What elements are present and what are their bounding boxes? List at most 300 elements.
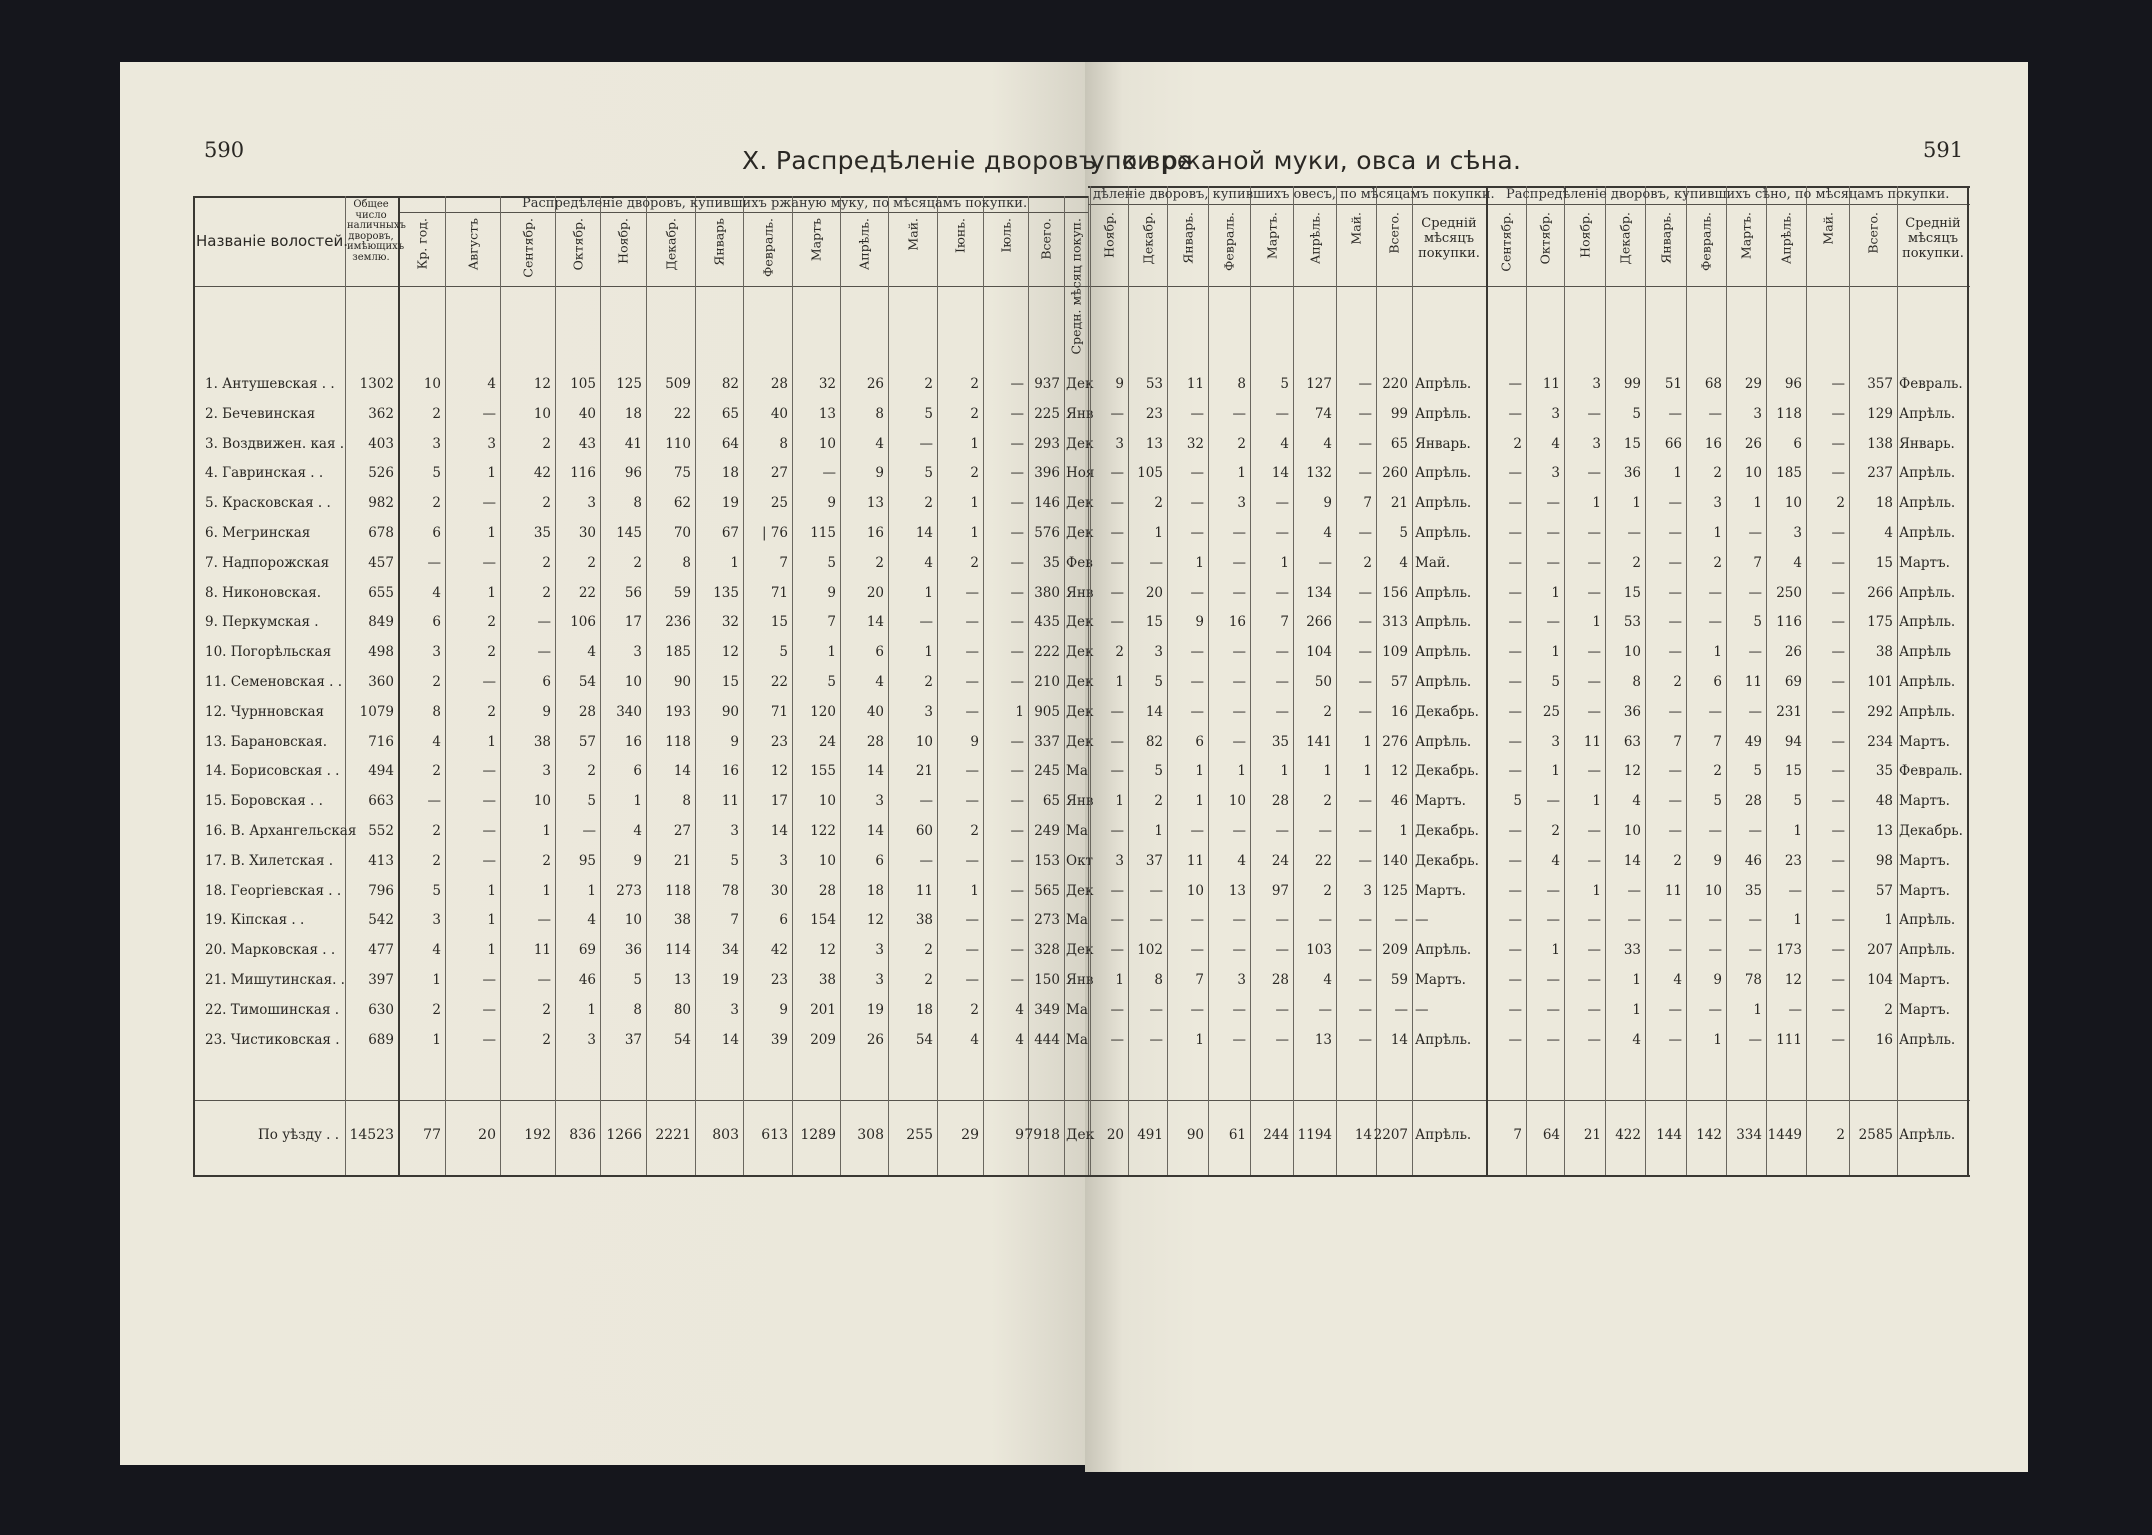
hay-value-cell: — xyxy=(1587,972,1601,988)
hay-value-cell: 1 xyxy=(1884,912,1893,929)
value-cell: 28 xyxy=(770,376,788,392)
value-cell: 150 xyxy=(1034,972,1060,988)
hay-value-cell: 16 xyxy=(1704,435,1722,452)
hay-value-cell: — xyxy=(1831,972,1845,988)
oats-value-cell: — xyxy=(1110,525,1124,541)
value-cell: 4 xyxy=(432,733,441,750)
hay-value-cell: 4 xyxy=(1632,793,1641,810)
oats-value-cell: 1 xyxy=(1237,465,1246,482)
value-cell: — xyxy=(1010,495,1024,512)
hay-value-cell: — xyxy=(1831,674,1845,690)
hay-value-cell: — xyxy=(1587,465,1601,482)
hay-value-cell: — xyxy=(1508,405,1522,422)
value-cell: 64 xyxy=(721,435,739,452)
value-cell: 444 xyxy=(1034,1031,1060,1048)
hay-value-cell: — xyxy=(1788,882,1802,899)
oats-value-cell: 313 xyxy=(1382,614,1408,631)
hay-value-cell: 94 xyxy=(1784,733,1802,750)
oats-month-label: Всего. xyxy=(1386,212,1402,254)
hay-value-cell: — xyxy=(1748,823,1762,839)
hay-month-label: Сентябр. xyxy=(1498,212,1514,272)
value-cell: 18 xyxy=(721,465,739,482)
oats-value-cell: — xyxy=(1232,733,1246,750)
oats-value-cell: 244 xyxy=(1263,1127,1289,1143)
oats-value-cell: — xyxy=(1232,554,1246,571)
oats-value-cell: 14 xyxy=(1145,703,1163,720)
hay-value-cell: 1 xyxy=(1632,495,1641,512)
hay-value-cell: — xyxy=(1831,584,1845,601)
value-cell: — xyxy=(537,644,551,661)
month-header xyxy=(663,218,678,284)
oats-value-cell: 4 xyxy=(1323,525,1332,541)
oats-value-cell: — xyxy=(1110,823,1124,839)
value-cell: — xyxy=(919,435,933,452)
oats-avg-cell: Мартъ. xyxy=(1415,972,1466,988)
hay-value-cell: 5 xyxy=(1793,793,1802,810)
value-cell: 4 xyxy=(970,1031,979,1048)
column-rule xyxy=(792,196,793,1175)
hay-value-cell: 1 xyxy=(1713,1031,1722,1048)
value-cell: 1 xyxy=(432,972,441,988)
oats-value-cell: 2 xyxy=(1323,793,1332,810)
hay-value-cell: — xyxy=(1508,1031,1522,1048)
value-cell: 413 xyxy=(368,852,394,869)
column-rule xyxy=(695,196,696,1175)
hay-value-cell: 3 xyxy=(1753,405,1762,422)
value-cell: 1 xyxy=(827,644,836,661)
oats-value-cell: 35 xyxy=(1271,733,1289,750)
hay-value-cell: 1 xyxy=(1592,495,1601,512)
value-cell: 1 xyxy=(587,882,596,899)
value-cell: — xyxy=(427,793,441,810)
hay-value-cell: — xyxy=(1627,525,1641,541)
value-cell: 4 xyxy=(1015,1001,1024,1018)
value-cell: 2 xyxy=(432,763,441,780)
hay-value-cell: 8 xyxy=(1632,674,1641,690)
hay-value-cell: — xyxy=(1508,644,1522,661)
hay-value-cell: 18 xyxy=(1875,495,1893,512)
hay-value-cell: 175 xyxy=(1867,614,1893,631)
hay-value-cell: 12 xyxy=(1784,972,1802,988)
value-cell: 34 xyxy=(721,942,739,959)
oats-avg-cell: Мартъ. xyxy=(1415,882,1466,899)
value-cell: 716 xyxy=(368,733,394,750)
hay-value-cell: 173 xyxy=(1776,942,1802,959)
hay-value-cell: — xyxy=(1508,852,1522,869)
hay-value-cell: 35 xyxy=(1875,763,1893,780)
column-rule xyxy=(1967,186,1969,1175)
value-cell: 2 xyxy=(970,1001,979,1018)
value-cell: 1 xyxy=(487,942,496,959)
column-rule xyxy=(500,196,501,1175)
month-header-label: Кр. год. xyxy=(414,218,429,270)
hay-value-cell: 2 xyxy=(1713,554,1722,571)
value-cell: 115 xyxy=(810,525,836,541)
value-cell: 937 xyxy=(1034,376,1060,392)
column-rule xyxy=(1167,186,1168,1175)
oats-value-cell: 10 xyxy=(1186,882,1204,899)
households-column-header: Общее число наличныхъ дворовъ, имѣющихъ землю. xyxy=(347,199,406,263)
value-cell: 10 xyxy=(624,912,642,929)
oats-value-cell: 2 xyxy=(1154,793,1163,810)
hay-avg-cell: Мартъ. xyxy=(1899,733,1950,750)
oats-value-cell: — xyxy=(1275,525,1289,541)
hay-value-cell: — xyxy=(1546,882,1560,899)
value-cell: 2 xyxy=(970,554,979,571)
oats-avg-cell: — xyxy=(1415,1001,1429,1018)
value-cell: 38 xyxy=(533,733,551,750)
hay-value-cell: — xyxy=(1708,703,1722,720)
column-rule xyxy=(398,196,400,1175)
value-cell: 2 xyxy=(587,763,596,780)
hay-value-cell: 142 xyxy=(1696,1127,1722,1143)
hay-avg-cell: Мартъ. xyxy=(1899,852,1950,869)
volost-name: 7. Надпорожская xyxy=(205,554,330,571)
oats-avg-cell: Апрѣль. xyxy=(1415,584,1472,601)
value-cell: 2 xyxy=(542,1001,551,1018)
oats-value-cell: — xyxy=(1190,465,1204,482)
hay-value-cell: 292 xyxy=(1867,703,1893,720)
value-cell: 2 xyxy=(924,674,933,690)
hay-value-cell: 2585 xyxy=(1858,1127,1893,1143)
value-cell: 2 xyxy=(542,495,551,512)
value-cell: 96 xyxy=(624,465,642,482)
oats-value-cell: 2 xyxy=(1115,644,1124,661)
hay-month-header xyxy=(1658,212,1673,284)
value-cell: 105 xyxy=(570,376,596,392)
oats-month-header xyxy=(1264,212,1279,284)
value-cell: 14 xyxy=(721,1031,739,1048)
hay-value-cell: — xyxy=(1831,525,1845,541)
oats-value-cell: 220 xyxy=(1382,376,1408,392)
value-cell: 2 xyxy=(924,942,933,959)
page-number-right: 591 xyxy=(1923,138,1964,162)
value-cell: — xyxy=(965,703,979,720)
oats-value-cell: — xyxy=(1358,1001,1372,1018)
hay-value-cell: — xyxy=(1508,554,1522,571)
oats-avg-cell: Декабрь. xyxy=(1415,763,1479,780)
hay-value-cell: — xyxy=(1587,823,1601,839)
total-row-label: По уѣзду . . xyxy=(258,1127,340,1143)
oats-value-cell: 53 xyxy=(1145,376,1163,392)
oats-value-cell: — xyxy=(1275,942,1289,959)
month-header xyxy=(760,218,775,284)
value-cell: 8 xyxy=(779,435,788,452)
hay-value-cell: 10 xyxy=(1623,823,1641,839)
value-cell: 11 xyxy=(533,942,551,959)
value-cell: 796 xyxy=(368,882,394,899)
column-rule xyxy=(983,196,984,1175)
value-cell: 396 xyxy=(1034,465,1060,482)
hay-value-cell: 422 xyxy=(1615,1127,1641,1143)
value-cell: — xyxy=(1010,584,1024,601)
oats-value-cell: 1 xyxy=(1280,763,1289,780)
value-cell: 1 xyxy=(970,495,979,512)
hay-value-cell: — xyxy=(1831,852,1845,869)
hay-value-cell: 46 xyxy=(1744,852,1762,869)
avg-month-cell: Дек xyxy=(1066,525,1094,541)
oats-value-cell: 99 xyxy=(1390,405,1408,422)
value-cell: 2 xyxy=(432,674,441,690)
oats-value-cell: — xyxy=(1190,405,1204,422)
oats-value-cell: — xyxy=(1110,763,1124,780)
month-header-label: Іюнь. xyxy=(952,218,968,253)
value-cell: 2 xyxy=(432,405,441,422)
oats-month-label: Январь. xyxy=(1180,212,1195,264)
value-cell: 6 xyxy=(633,763,642,780)
hay-month-header xyxy=(1699,212,1714,284)
value-cell: 193 xyxy=(665,703,691,720)
oats-month-label: Мартъ. xyxy=(1264,212,1279,260)
hay-value-cell: — xyxy=(1708,823,1722,839)
value-cell: 114 xyxy=(665,942,691,959)
hay-value-cell: 64 xyxy=(1542,1127,1560,1143)
oats-value-cell: 37 xyxy=(1145,852,1163,869)
avg-month-cell: Ма xyxy=(1066,1031,1088,1048)
volost-name: 20. Марковская . . xyxy=(205,942,336,959)
hay-value-cell: — xyxy=(1831,1031,1845,1048)
value-cell: 1 xyxy=(924,644,933,661)
column-rule xyxy=(1686,186,1687,1175)
value-cell: — xyxy=(919,614,933,631)
value-cell: 4 xyxy=(924,554,933,571)
value-cell: 328 xyxy=(1034,942,1060,959)
value-cell: 54 xyxy=(578,674,596,690)
avg-month-cell: Ма xyxy=(1066,1001,1088,1018)
value-cell: 905 xyxy=(1034,703,1060,720)
hay-value-cell: 10 xyxy=(1784,495,1802,512)
value-cell: 154 xyxy=(810,912,836,929)
value-cell: 7 xyxy=(779,554,788,571)
total-rule xyxy=(1088,1100,1970,1101)
column-rule xyxy=(1336,186,1337,1175)
value-cell: 120 xyxy=(810,703,836,720)
hay-value-cell: — xyxy=(1668,912,1682,929)
oats-avg-cell: Апрѣль. xyxy=(1415,614,1472,631)
value-cell: 13 xyxy=(818,405,836,422)
value-cell: 78 xyxy=(721,882,739,899)
hay-value-cell: 98 xyxy=(1875,852,1893,869)
oats-month-label: Ноябр. xyxy=(1101,212,1117,258)
value-cell: 4 xyxy=(875,674,884,690)
oats-value-cell: 24 xyxy=(1271,852,1289,869)
hay-value-cell: — xyxy=(1831,465,1845,482)
column-rule xyxy=(1645,186,1646,1175)
value-cell: 3 xyxy=(875,942,884,959)
oats-value-cell: 15 xyxy=(1145,614,1163,631)
value-cell: 35 xyxy=(1042,554,1060,571)
value-cell: 54 xyxy=(915,1031,933,1048)
column-rule xyxy=(1486,186,1488,1175)
value-cell: — xyxy=(965,584,979,601)
hay-value-cell: 4 xyxy=(1884,525,1893,541)
hay-month-header xyxy=(1618,212,1633,284)
hay-value-cell: — xyxy=(1508,1001,1522,1018)
value-cell: 5 xyxy=(587,793,596,810)
hay-value-cell: 4 xyxy=(1793,554,1802,571)
hay-value-cell: 15 xyxy=(1623,584,1641,601)
value-cell: 2221 xyxy=(655,1127,691,1143)
hay-value-cell: 5 xyxy=(1632,405,1641,422)
hay-value-cell: 3 xyxy=(1713,495,1722,512)
hay-value-cell: 1449 xyxy=(1767,1127,1802,1143)
hay-month-header xyxy=(1779,212,1794,284)
value-cell: 9 xyxy=(730,733,739,750)
oats-value-cell: — xyxy=(1275,674,1289,690)
value-cell: — xyxy=(822,465,836,482)
hay-avg-cell: Апрѣль. xyxy=(1899,674,1956,690)
oats-month-header xyxy=(1222,212,1237,284)
hay-month-label: Май. xyxy=(1820,212,1835,245)
value-cell: 6 xyxy=(875,852,884,869)
value-cell: 7918 xyxy=(1024,1127,1060,1143)
hay-value-cell: 15 xyxy=(1784,763,1802,780)
value-cell: 14 xyxy=(915,525,933,541)
hay-value-cell: 15 xyxy=(1623,435,1641,452)
value-cell: 11 xyxy=(721,793,739,810)
oats-value-cell: 132 xyxy=(1306,465,1332,482)
oats-value-cell: — xyxy=(1358,465,1372,482)
hay-value-cell: 66 xyxy=(1664,435,1682,452)
value-cell: — xyxy=(482,852,496,869)
oats-value-cell: — xyxy=(1110,584,1124,601)
value-cell: 1 xyxy=(970,525,979,541)
value-cell: 2 xyxy=(970,465,979,482)
volost-name: 10. Погорѣльская xyxy=(205,644,332,661)
oats-value-cell: 102 xyxy=(1137,942,1163,959)
oats-value-cell: 1 xyxy=(1115,972,1124,988)
oats-group-rule xyxy=(1088,204,1486,205)
value-cell: 38 xyxy=(673,912,691,929)
volost-name: 4. Гавринская . . xyxy=(205,465,324,482)
value-cell: 25 xyxy=(770,495,788,512)
oats-value-cell: — xyxy=(1394,912,1408,929)
value-cell: 54 xyxy=(673,1031,691,1048)
hay-value-cell: — xyxy=(1508,942,1522,959)
hay-avg-cell: Апрѣль. xyxy=(1899,942,1956,959)
hay-group-header: Распредѣленіе дворовъ, купившихъ сѣно, по мѣсяцамъ покупки. xyxy=(1506,187,1950,202)
hay-month-header xyxy=(1820,212,1835,284)
value-cell: 6 xyxy=(875,644,884,661)
value-cell: 12 xyxy=(533,376,551,392)
value-cell: 678 xyxy=(368,525,394,541)
value-cell: 13 xyxy=(673,972,691,988)
hay-value-cell: — xyxy=(1831,942,1845,959)
value-cell: 22 xyxy=(770,674,788,690)
oats-month-header xyxy=(1180,212,1195,284)
value-cell: 62 xyxy=(673,495,691,512)
value-cell: 2 xyxy=(633,554,642,571)
oats-value-cell: 4 xyxy=(1323,972,1332,988)
avg-month-cell: Дек xyxy=(1066,495,1094,512)
column-rule xyxy=(1849,186,1850,1175)
oats-value-cell: — xyxy=(1190,912,1204,929)
column-rule xyxy=(646,196,647,1175)
oats-value-cell: — xyxy=(1190,674,1204,690)
oats-value-cell: 209 xyxy=(1382,942,1408,959)
value-cell: 13 xyxy=(866,495,884,512)
hay-value-cell: 12 xyxy=(1623,763,1641,780)
value-cell: 145 xyxy=(616,525,642,541)
oats-avg-cell: Апрѣль. xyxy=(1415,1127,1472,1143)
oats-value-cell: 156 xyxy=(1382,584,1408,601)
hay-month-label: Всего. xyxy=(1865,212,1881,254)
value-cell: 12 xyxy=(818,942,836,959)
volost-name: 11. Семеновская . . xyxy=(205,674,343,690)
hay-value-cell: — xyxy=(1587,525,1601,541)
value-cell: — xyxy=(919,852,933,869)
value-cell: 3 xyxy=(587,495,596,512)
hay-value-cell: — xyxy=(1831,733,1845,750)
hay-value-cell: — xyxy=(1708,584,1722,601)
value-cell: 60 xyxy=(915,823,933,839)
value-cell: 655 xyxy=(368,584,394,601)
column-rule xyxy=(840,196,841,1175)
oats-value-cell: — xyxy=(1149,882,1163,899)
month-header-label: Іюль. xyxy=(998,218,1013,253)
column-rule xyxy=(1564,186,1565,1175)
value-cell: — xyxy=(537,972,551,988)
value-cell: — xyxy=(1010,674,1024,690)
hay-avg-cell: Апрѣль. xyxy=(1899,525,1956,541)
value-cell: 2 xyxy=(970,376,979,392)
value-cell: — xyxy=(1010,614,1024,631)
oats-month-label: Апрѣль. xyxy=(1307,212,1322,265)
hay-value-cell: 3 xyxy=(1551,465,1560,482)
oats-value-cell: 2207 xyxy=(1373,1127,1408,1143)
value-cell: 12 xyxy=(770,763,788,780)
oats-value-cell: 5 xyxy=(1399,525,1408,541)
hay-value-cell: — xyxy=(1546,495,1560,512)
avg-month-cell: Дек xyxy=(1066,435,1094,452)
column-rule xyxy=(937,196,938,1175)
avg-month-cell: Янв xyxy=(1066,972,1094,988)
value-cell: 526 xyxy=(368,465,394,482)
oats-value-cell: 20 xyxy=(1145,584,1163,601)
value-cell: 80 xyxy=(673,1001,691,1018)
value-cell: 118 xyxy=(665,733,691,750)
oats-value-cell: — xyxy=(1275,644,1289,661)
avg-month-cell: Дек xyxy=(1066,1127,1095,1143)
oats-value-cell: — xyxy=(1110,465,1124,482)
value-cell: 3 xyxy=(924,703,933,720)
volost-name: 9. Перкумская . xyxy=(205,614,319,631)
oats-value-cell: — xyxy=(1190,1001,1204,1018)
oats-value-cell: — xyxy=(1358,1031,1372,1048)
value-cell: 67 xyxy=(721,525,739,541)
oats-value-cell: — xyxy=(1190,703,1204,720)
oats-value-cell: 8 xyxy=(1154,972,1163,988)
value-cell: 10 xyxy=(533,405,551,422)
value-cell: 10 xyxy=(624,674,642,690)
value-cell: 28 xyxy=(818,882,836,899)
hay-value-cell: — xyxy=(1546,912,1560,929)
hay-avg-cell: Мартъ. xyxy=(1899,793,1950,810)
hay-value-cell: 36 xyxy=(1623,465,1641,482)
value-cell: 222 xyxy=(1034,644,1060,661)
hay-value-cell: — xyxy=(1546,793,1560,810)
hay-month-label: Январь. xyxy=(1658,212,1673,264)
hay-value-cell: — xyxy=(1587,1031,1601,1048)
oats-value-cell: 1194 xyxy=(1297,1127,1332,1143)
hay-avg-cell: Апрѣль. xyxy=(1899,912,1956,929)
hay-value-cell: 5 xyxy=(1713,793,1722,810)
hay-value-cell: — xyxy=(1668,525,1682,541)
hay-value-cell: 11 xyxy=(1583,733,1601,750)
value-cell: 22 xyxy=(673,405,691,422)
oats-value-cell: 1 xyxy=(1363,763,1372,780)
hay-value-cell: 1 xyxy=(1592,614,1601,631)
